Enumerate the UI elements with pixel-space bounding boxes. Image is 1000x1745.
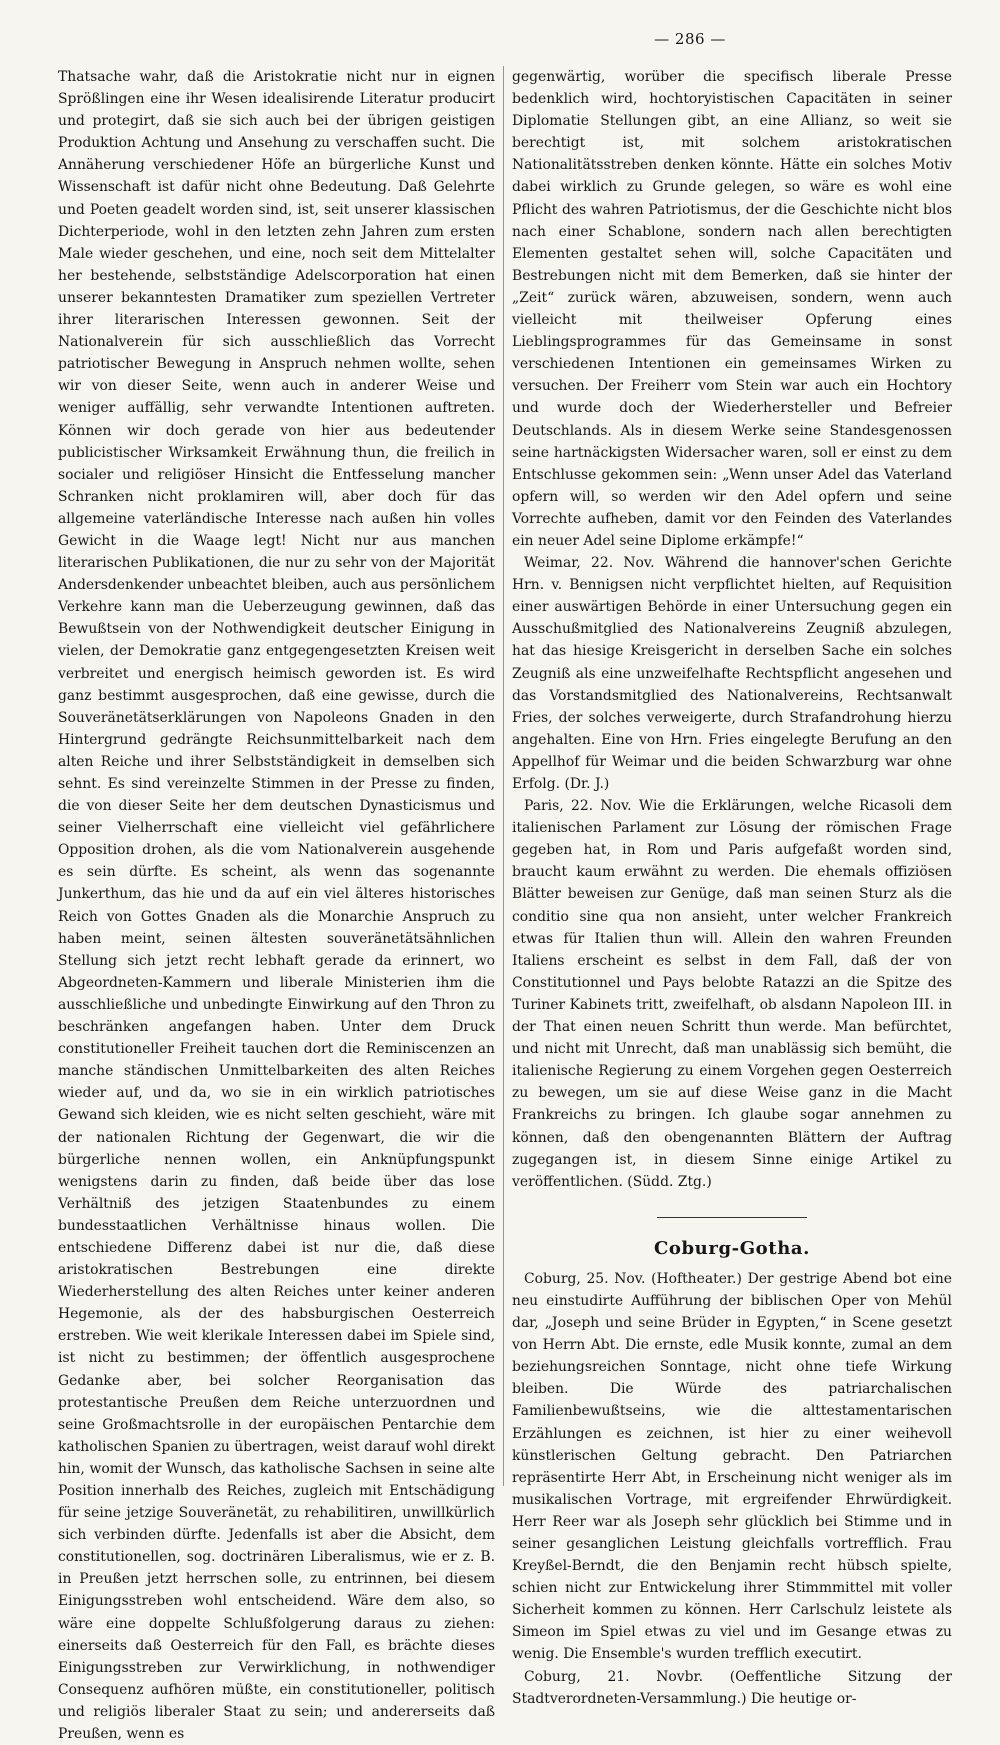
article-coburg-council: Coburg, 21. Novbr. (Oeffentliche Sitzung der Stadtverordneten-Versammlung.) Die heutige or- — [512, 1668, 952, 1707]
page-number-text: — 286 — — [654, 30, 726, 48]
page-number — [0, 30, 1000, 48]
left-column-paragraph: Thatsache wahr, daß die Aristokratie nicht nur in eignen Sprößlingen eine ihr Wesen idealisirende Literatur producirt und protegirt, daß sie sich auch bei der übrigen geistigen Produktion Achtung und Ansehung zu verschaffen sucht. Die Annäherung verschiedener Höfe an bürgerliche Kunst und Wissenschaft ist dafür nicht ohne Bedeutung. Daß Gelehrte und Poeten geadelt worden sind, ist, seit unserer klassischen Dichterperiode, wohl in den letzten zehn Jahren zum ersten Male wieder geschehen, und eine, noch seit dem Mittelalter her bestehende, selbstständige Adelscorporation hat einen unserer bekanntesten Dramatiker zum speziellen Vertreter ihrer literarischen Interessen gewonnen. Seit der Nationalverein für sich ausschließlich das Vorrecht patriotischer Bewegung in Anspruch nehmen wollte, sehen wir von dieser Seite, wenn auch in anderer Weise und weniger auffällig, sehr verwandte Intentionen auftreten. Können wir doch gerade von hier aus bedeutender publicistischer Wirksamkeit Erwähnung thun, die freilich in socialer und religiöser Hinsicht die Entfesselung mancher Schranken nicht proklamiren will, aber doch für das allgemeine vaterländische Interesse nach außen hin volles Gewicht in die Waage legt! Nicht nur aus manchen literarischen Publikationen, die nur zu sehr von der Majorität Andersdenkender unbeachtet bleiben, auch aus persönlichem Verkehre kann man die Ueberzeugung gewinnen, daß das Bewußtsein von der Nothwendigkeit deutscher Einigung in vielen, der Demokratie ganz entgegengesetzten Kreisen weit verbreitet und energisch heimisch geworden ist. Es wird ganz bestimmt ausgesprochen, daß eine gewisse, durch die Souveränetätserklärungen von Napoleons Gnaden in den Hintergrund gedrängte Reichsunmittelbarkeit nach dem alten Reiche und ihrer Selbstständigkeit in demselben sich sehnt. Es sind vereinzelte Stimmen in der Presse zu finden, die von dieser Seite her dem deutschen Dynasticismus und seiner Vielherrschaft eine vielleicht viel gefährlichere Opposition drohen, als die vom Nationalverein ausgehende es sein dürfte. Es scheint, als wenn das sogenannte Junkerthum, das hie und da auf ein viel älteres historisches Reich von Gottes Gnaden als die Monarchie Anspruch zu haben meint, seinen ältesten souveränetätsähnlichen Stellung sich jetzt recht lebhaft gerade da erinnert, wo Abgeordneten-Kammern und liberale Ministerien ihm die ausschließliche und unbedingte Einwirkung auf den Thron zu beschränken angefangen haben. Unter dem Druck constitutioneller Freiheit tauchen dort die Reminiscenzen an manche ständischen Unmittelbarkeiten des alten Reiches wieder auf, und da, wo sie in ein wirklich patriotisches Gewand sich kleiden, wie es nicht selten geschieht, wäre mit der nationalen Richtung der Gegenwart, die wir die bürgerliche nennen wollen, ein Anknüpfungspunkt wenigstens darin zu finden, daß beide über das lose Verhältniß des jetzigen Staatenbundes zu einem bundesstaatlichen Verhältnisse hinaus wollen. Die entschiedene Differenz dabei ist nur die, daß diese aristokratischen Bestrebungen eine direkte Wiederherstellung des alten Reiches unter keiner anderen Hegemonie, als der des habsburgischen Oesterreich erstreben. Wie weit klerikale Interessen dabei im Spiele sind, ist nicht zu bestimmen; der öffentlich ausgesprochene Gedanke aber, bei solcher Reorganisation das protestantische Preußen dem Reiche unterzuordnen und seine Großmachtsrolle in der europäischen Pentarchie dem katholischen Spanien zu übertragen, weist darauf wohl direkt hin, womit der Wunsch, das katholische Sachsen in seine alte Position innerhalb des Reiches, zugleich mit Entschädigung für seine jetzige Souveränetät, zu rehabilitiren, unwillkürlich sich verbinden dürfte. Jedenfalls ist aber die Absicht, dem constitutionellen, sog. doctrinären Liberalismus, wie er z. B. in Preußen jetzt herrschen solle, zu entrinnen, bei diesem Einigungsstreben wohl entscheidend. Wäre dem also, so wäre eine doppelte Schlußfolgerung daraus zu ziehen: einerseits daß Oesterreich für den Fall, es brächte dieses Einigungsstreben zur Verwirklichung, in nothwendiger Consequenz aufhören müßte, ein constitutioneller, politisch und religiös liberaler Staat zu sein; und andererseits daß Preußen, wenn es — [58, 69, 495, 1743]
column-divider — [503, 66, 504, 1486]
article-continuation: gegenwärtig, worüber die specifisch liberale Presse bedenklich wird, hochtoryistischen Capacitäten in seiner Diplomatie Stellungen gibt, an eine Allianz, so weit sie berechtigt ist, mit solchem aristokratischen Nationalitätsstreben denken könnte. Hätte ein solches Motiv dabei wirklich zu Grunde gelegen, so wäre es wohl eine Pflicht des wahren Patriotismus, der die Geschichte nicht blos nach einer Schablone, sondern nach allen berechtigten Elementen gestaltet sehen will, solche Capacitäten und Bestrebungen nicht mit dem Bemerken, daß sie hinter der „Zeit“ zurück wären, abzuweisen, sondern, wenn auch vielleicht mit theilweiser Opferung eines Lieblingsprogrammes für das Gemeinsame in sonst verschiedenen Intentionen ein gemeinsames Wirken zu versuchen. Der Freiherr vom Stein war auch ein Hochtory und wurde doch der Wiederhersteller und Befreier Deutschlands. Als in diesem Werke seine Standesgenossen seine hartnäckigsten Widersacher waren, soll er einst zu dem Entschlusse gekommen sein: „Wenn unser Adel das Vaterland opfern will, so werden wir den Adel opfern und seine Vorrechte aufheben, damit vor den Feinden des Vaterlandes ein neuer Adel seine Diplome erkämpfe!“ — [512, 69, 952, 549]
article-coburg-theatre: Coburg, 25. Nov. (Hoftheater.) Der gestrige Abend bot eine neu einstudirte Aufführung der biblischen Oper von Mehül dar, „Joseph und seine Brüder in Egypten,“ in Scene gesetzt von Herrn Abt. Die ernste, edle Musik konnte, zumal an dem beziehungsreichen Sonntage, nicht ohne tiefe Wirkung bleiben. Die Würde des patriarchalischen Familienbewußtseins, wie die alttestamentarischen Erzählungen es zeichnen, ist hier zu einer weihevoll künstlerischen Geltung gebracht. Den Patriarchen repräsentirte Herr Abt, in Erscheinung nicht weniger als im musikalischen Vortrage, mit ergreifender Ehrwürdigkeit. Herr Reer war als Joseph sehr glücklich bei Stimme und in seiner gesanglichen Leistung gleichfalls vortrefflich. Frau Kreyßel-Berndt, die den Benjamin recht hübsch spielte, schien nicht zur Entwickelung ihrer Stimmmittel mit voller Sicherheit kommen zu können. Herr Carlschulz leistete als Simeon im Spiel etwas zu viel und im Gesange etwas zu wenig. Die Ensemble's wurden trefflich executirt. — [512, 1270, 952, 1663]
right-column — [512, 66, 952, 1710]
section-separator-rule — [657, 1217, 807, 1218]
section-heading: Coburg-Gotha. — [653, 1237, 811, 1259]
article-paris: Paris, 22. Nov. Wie die Erklärungen, welche Ricasoli dem italienischen Parlament zur Lösung der römischen Frage gegeben hat, in Rom und Paris aufgefaßt worden sind, braucht kaum erwähnt zu werden. Die ehemals offiziösen Blätter beweisen zur Genüge, daß man seinen Sturz als die conditio sine qua non ansieht, unter welcher Frankreich etwas für Italien thun will. Allein den wahren Freunden Italiens erscheint es selbst in dem Fall, daß der von Constitutionnel und Pays belobte Ratazzi an die Spitze des Turiner Kabinets tritt, zweifelhaft, ob alsdann Napoleon III. in der That einen neuen Schritt thun werde. Man befürchtet, und nicht mit Unrecht, daß man unablässig sich bemüht, die italienische Regierung zu einem Vorgehen gegen Oesterreich zu bewegen, um sie auf diese Weise ganz in die Macht Frankreichs zu bringen. Ich glaube sogar annehmen zu können, daß den obengenannten Blättern der Auftrag zugegangen ist, in diesem Sinne einige Artikel zu veröffentlichen. (Südd. Ztg.) — [512, 798, 952, 1190]
article-weimar: Weimar, 22. Nov. Während die hannover'schen Gerichte Hrn. v. Bennigsen nicht verpflichtet hielten, auf Requisition einer auswärtigen Behörde in einer Untersuchung gegen ein Ausschußmitglied des Nationalvereins Zeugniß abzulegen, hat das hiesige Kreisgericht in derselben Sache ein solches Zeugniß als eine unzweifelhafte Rechtspflicht angesehen und das Vorstandsmitglied des Nationalvereins, Rechtsanwalt Fries, der solches verweigerte, durch Strafandrohung hierzu angehalten. Eine von Hrn. Fries eingelegte Berufung an den Appellhof für Weimar und die beiden Schwarzburg war ohne Erfolg. (Dr. J.) — [512, 555, 952, 792]
left-column — [58, 66, 495, 1745]
